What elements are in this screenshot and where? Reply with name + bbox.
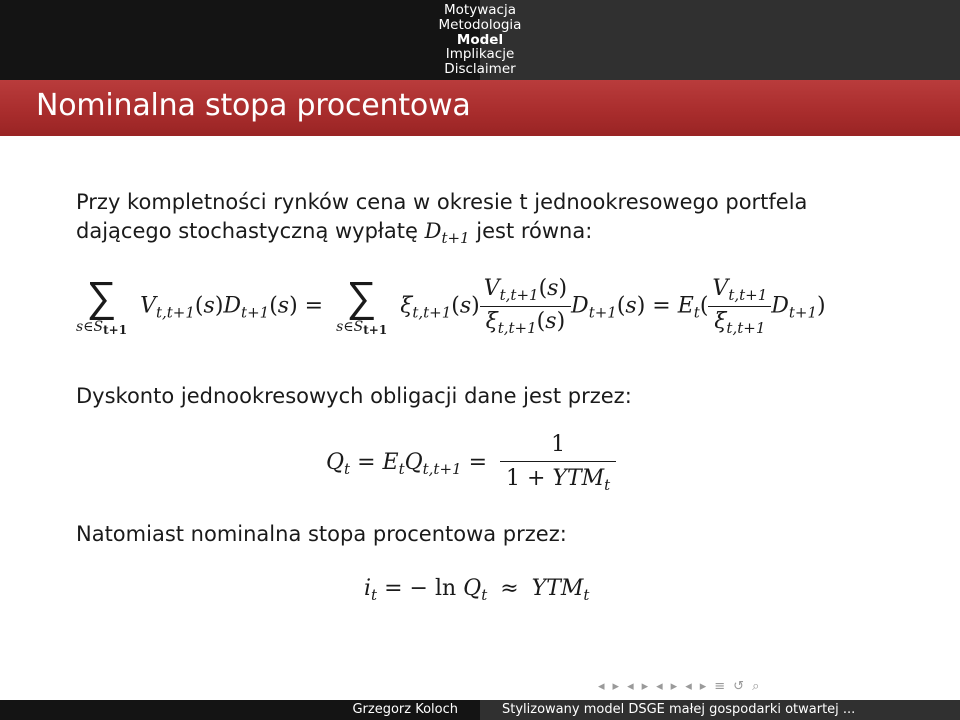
- nav-item-disclaimer[interactable]: Disclaimer: [444, 61, 516, 78]
- nav-item-metodologia[interactable]: Metodologia: [438, 16, 522, 33]
- nav-item-implikacje[interactable]: Implikacje: [445, 46, 515, 63]
- eq3-ytm: YTM: [531, 576, 584, 601]
- sum-operator-2: ∑ s∈St+1: [336, 272, 388, 337]
- slide-title-band: [0, 80, 960, 136]
- paragraph-3: Natomiast nominalna stopa procentowa przez:: [76, 522, 567, 546]
- slide-title: Nominalna stopa procentowa: [36, 88, 471, 123]
- fraction-discount: $\frac{1}{1 + YTM_t}$: [500, 432, 616, 494]
- sum-limit-2-sub: t+1: [363, 323, 388, 337]
- sum-limit-1-sub: t+1: [103, 323, 128, 337]
- footer-bar: [0, 700, 960, 720]
- payoff-symbol: $D_{t+1}$: [424, 219, 470, 247]
- fraction-v-over-xi: $\frac{V_{t,t+1}(s)}{\xi_{t,t+1}(s)}$: [480, 276, 571, 337]
- equation-pricing: ∑ s∈St+1 $V_{t,t+1}(s)D_{t+1}(s)$ = ∑ s∈St+1 $\xi_{t,t+1}(s)$ $\frac{V_{t,t+1}(s)}{\xi_{t,t+1}(s)}$ $D_{t+1}(s) = E_t$( $\frac{V_{t,t+1}}{\xi_{t,t+1}}$ $D_{t+1}$): [76, 272, 826, 337]
- nav-next-subsection-icon[interactable]: ▸: [641, 678, 649, 694]
- nav-outline-icon[interactable]: ≡: [714, 678, 726, 694]
- eq3-equals: =: [384, 576, 403, 601]
- nav-prev-subsection-icon[interactable]: ◂: [627, 678, 634, 694]
- sum-limit-1: s∈S: [76, 319, 104, 335]
- eq3-minus-ln: − ln: [409, 576, 457, 601]
- footer-title: Stylizowany model DSGE małej gospodarki otwartej ...: [480, 700, 960, 720]
- section-navigation: [0, 3, 960, 77]
- eq3-approx: ≈: [500, 576, 519, 601]
- slide-content: [0, 136, 960, 676]
- nav-prev-slide-icon[interactable]: ◂: [685, 678, 692, 694]
- nav-item-model[interactable]: Model: [456, 31, 504, 48]
- paragraph-1-line-2: [76, 217, 592, 253]
- paragraph-1-line-2-suffix: jest równa:: [469, 219, 593, 243]
- paragraph-1-line-1: Przy kompletności rynków cena w okresie t jednookresowego portfela: [76, 190, 808, 214]
- nav-back-icon[interactable]: ↺: [733, 678, 745, 694]
- equation-nominal-rate: [364, 576, 589, 604]
- eq3-i: i: [364, 576, 372, 601]
- fraction-expectation: $\frac{V_{t,t+1}}{\xi_{t,t+1}}$: [708, 276, 771, 337]
- nav-prev-frame-icon[interactable]: ◂: [598, 678, 605, 694]
- navigation-symbols: [598, 676, 958, 696]
- eq3-q: Q: [463, 576, 482, 601]
- nav-next-slide-icon[interactable]: ▸: [699, 678, 707, 694]
- equation-discount: $Q_t = E_tQ_{t,t+1}$ = $\frac{1}{1 + YTM_t}$: [326, 432, 616, 494]
- nav-item-motywacja[interactable]: Motywacja: [444, 2, 516, 18]
- nav-search-icon[interactable]: ⌕: [752, 678, 760, 694]
- nav-prev-section-icon[interactable]: ◂: [656, 678, 663, 694]
- sum-limit-2: s∈S: [336, 319, 364, 335]
- paragraph-1-line-2-prefix: dającego stochastyczną wypłatę: [76, 219, 425, 243]
- nav-next-frame-icon[interactable]: ▸: [612, 678, 620, 694]
- paragraph-2: Dyskonto jednookresowych obligacji dane jest przez:: [76, 384, 632, 408]
- footer-author: Grzegorz Koloch: [0, 700, 480, 720]
- eq3-q-sub: t: [481, 586, 488, 604]
- sum-operator-1: ∑ s∈St+1: [76, 272, 128, 337]
- nav-next-section-icon[interactable]: ▸: [670, 678, 678, 694]
- eq3-ytm-sub: t: [583, 586, 590, 604]
- eq3-i-sub: t: [371, 586, 378, 604]
